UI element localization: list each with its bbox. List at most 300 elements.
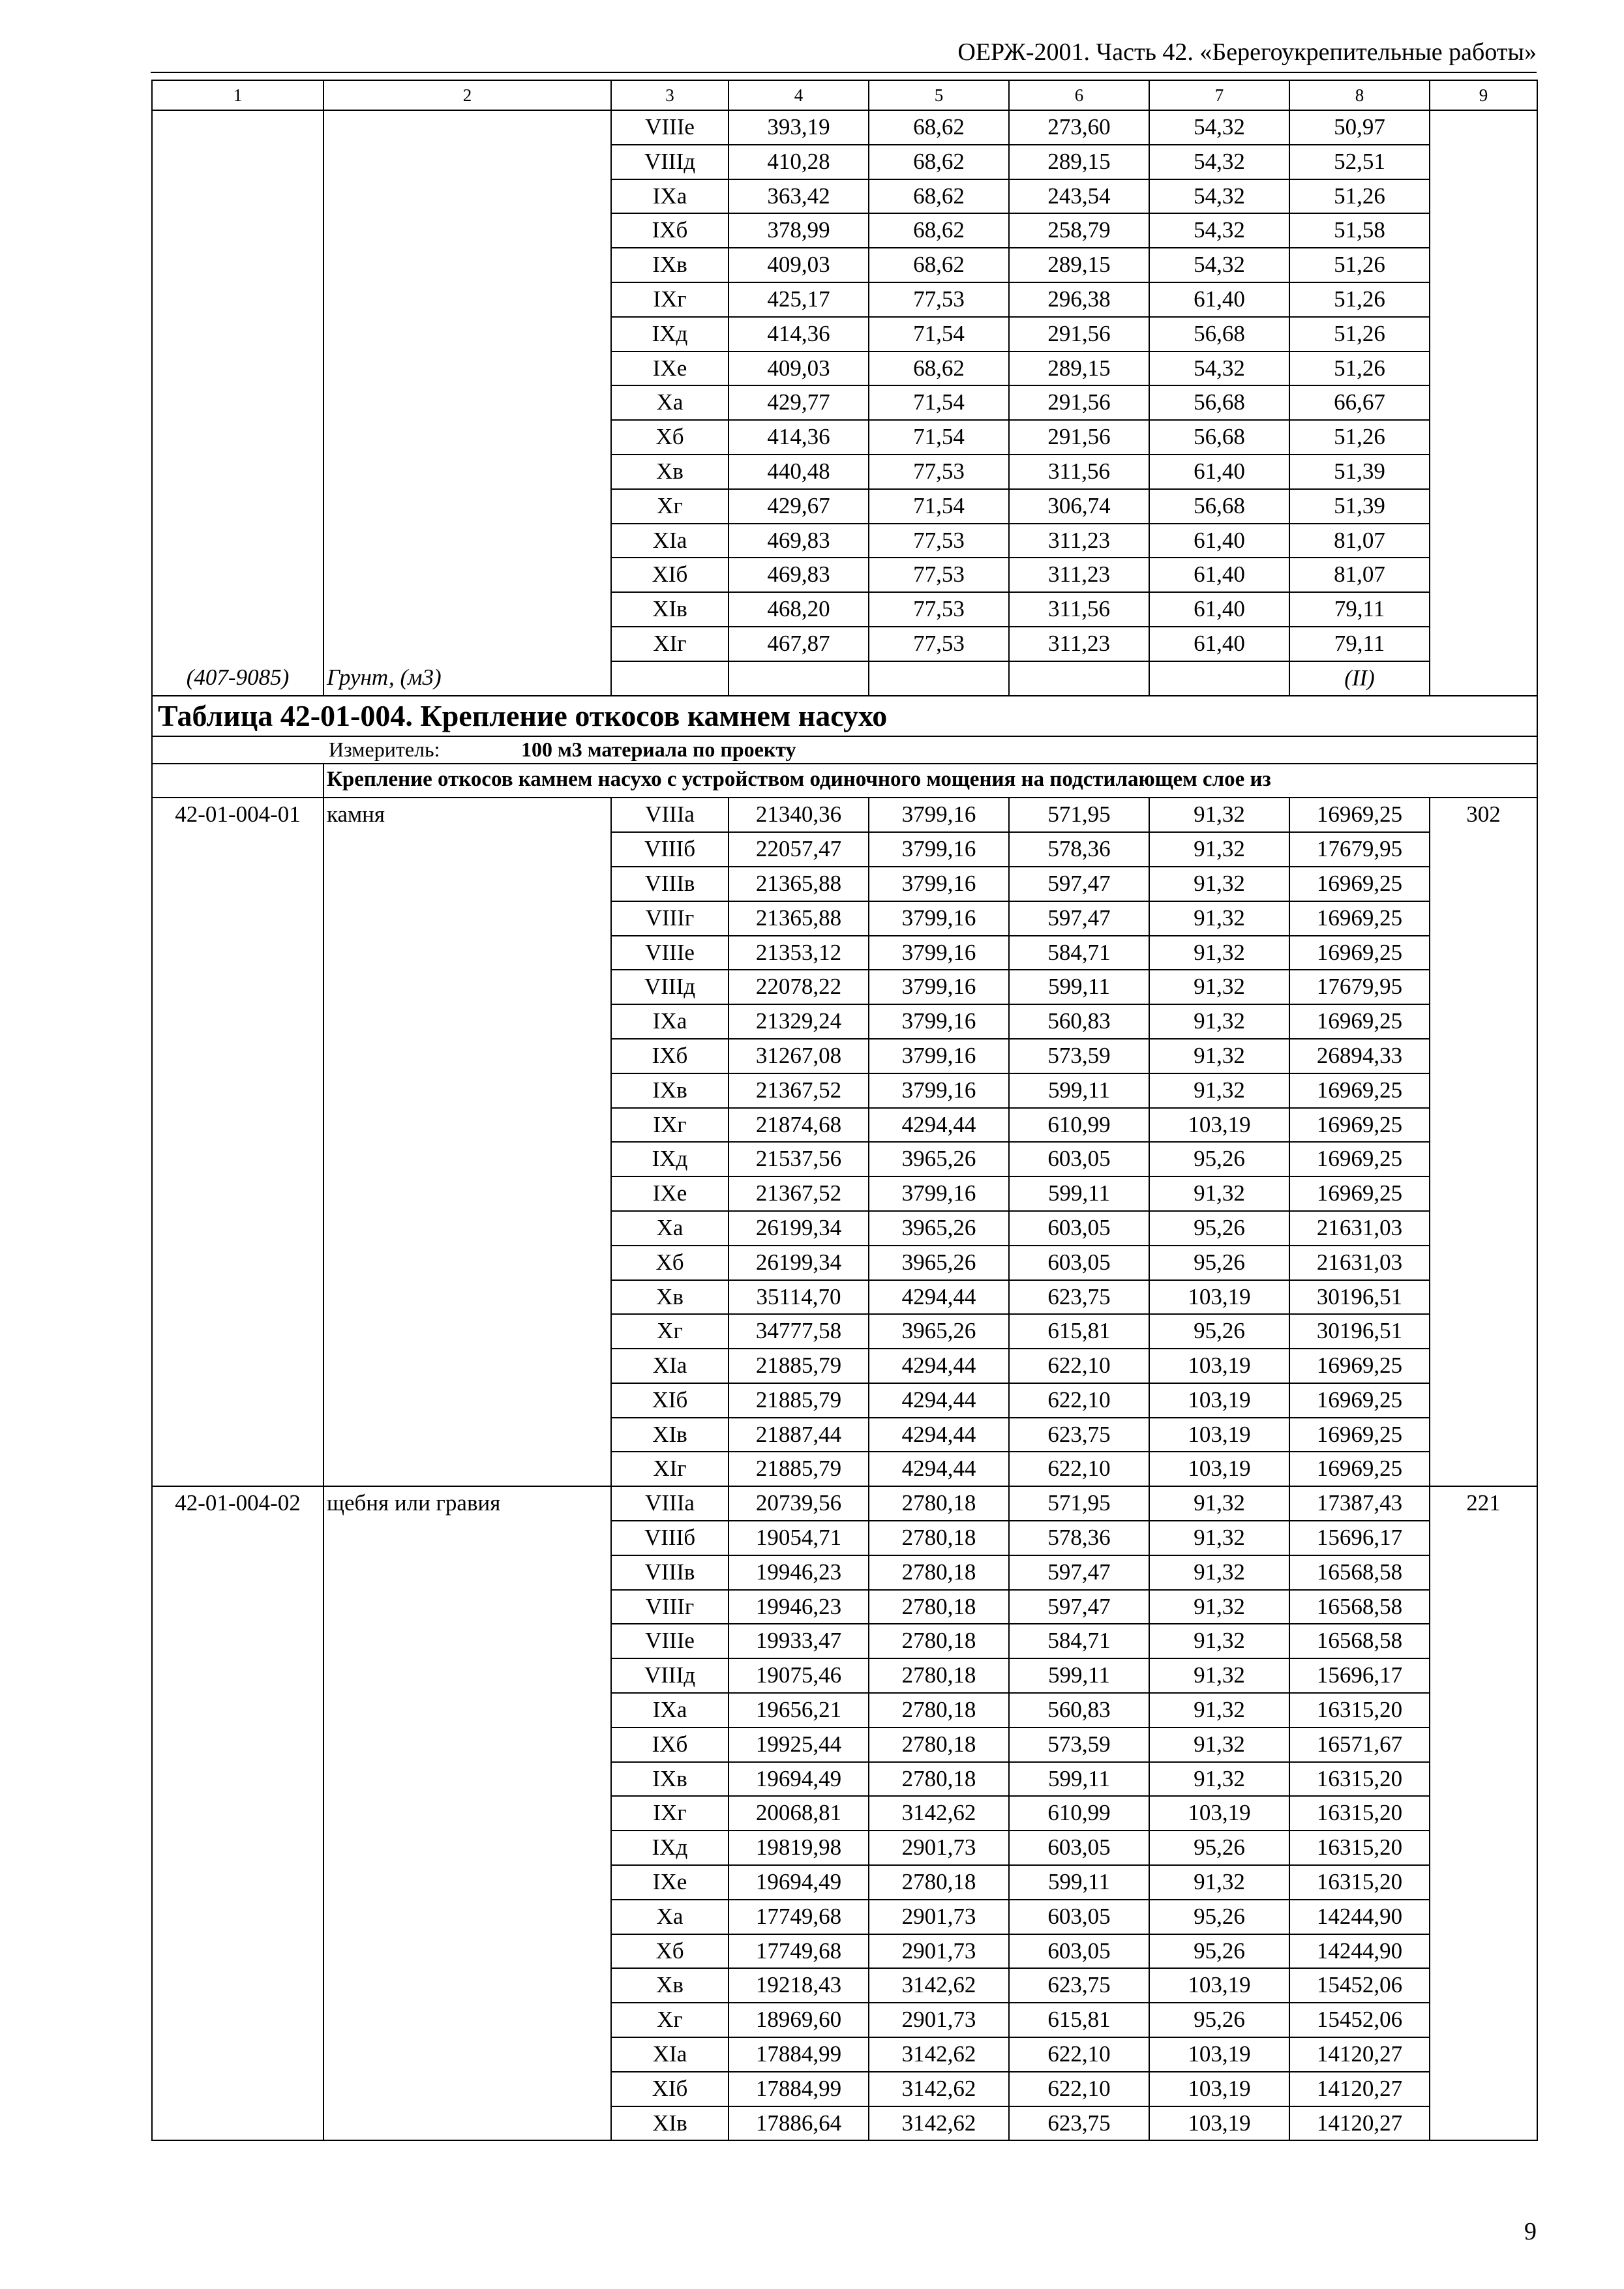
table-row <box>152 798 1537 832</box>
material-value: (II) <box>1289 661 1430 696</box>
value-cell: 71,54 <box>869 489 1009 524</box>
value-cell: 17886,64 <box>729 2106 869 2141</box>
zone-cell: VIIIе <box>611 936 729 970</box>
value-cell: 21885,79 <box>729 1383 869 1418</box>
zone-cell: IXа <box>611 1004 729 1039</box>
value-cell: 35114,70 <box>729 1280 869 1315</box>
value-cell: 51,26 <box>1289 282 1430 317</box>
zone-cell: Xб <box>611 1246 729 1280</box>
value-cell: 91,32 <box>1149 1521 1289 1555</box>
value-cell: 16969,25 <box>1289 1004 1430 1039</box>
value-cell: 91,32 <box>1149 867 1289 901</box>
zone-cell: VIIIг <box>611 901 729 936</box>
value-cell: 91,32 <box>1149 1693 1289 1728</box>
value-cell: 51,39 <box>1289 455 1430 489</box>
value-cell: 15452,06 <box>1289 1968 1430 2003</box>
value-cell: 610,99 <box>1009 1108 1149 1143</box>
value-cell: 615,81 <box>1009 2003 1149 2037</box>
value-cell: 291,56 <box>1009 385 1149 420</box>
value-cell: 103,19 <box>1149 1383 1289 1418</box>
value-cell: 71,54 <box>869 385 1009 420</box>
value-cell: 17884,99 <box>729 2072 869 2106</box>
value-cell: 61,40 <box>1149 524 1289 558</box>
value-cell: 68,62 <box>869 213 1009 248</box>
value-cell: 599,11 <box>1009 1073 1149 1108</box>
zone-cell: XIа <box>611 2037 729 2072</box>
zone-cell: IXб <box>611 1039 729 1073</box>
zone-cell: VIIIд <box>611 145 729 179</box>
section-code-empty <box>152 764 323 798</box>
value-cell: 95,26 <box>1149 1831 1289 1865</box>
value-cell: 19054,71 <box>729 1521 869 1555</box>
value-cell: 22078,22 <box>729 970 869 1004</box>
value-cell: 103,19 <box>1149 1968 1289 2003</box>
measure-label: Измеритель: <box>329 737 440 761</box>
value-cell: 610,99 <box>1009 1796 1149 1831</box>
value-cell: 603,05 <box>1009 1142 1149 1176</box>
value-cell: 15696,17 <box>1289 1658 1430 1693</box>
value-cell: 2780,18 <box>869 1728 1009 1762</box>
zone-cell: IXв <box>611 1073 729 1108</box>
value-cell: 54,32 <box>1149 145 1289 179</box>
value-cell: 61,40 <box>1149 627 1289 661</box>
value-cell: 77,53 <box>869 558 1009 592</box>
value-cell: 91,32 <box>1149 1073 1289 1108</box>
rates-table <box>151 80 1538 2141</box>
value-cell: 3799,16 <box>869 901 1009 936</box>
empty-cell <box>1149 661 1289 696</box>
value-cell: 56,68 <box>1149 489 1289 524</box>
value-cell: 378,99 <box>729 213 869 248</box>
zone-cell: VIIIе <box>611 110 729 145</box>
value-cell: 103,19 <box>1149 1108 1289 1143</box>
value-cell: 4294,44 <box>869 1349 1009 1383</box>
empty-cell <box>1009 661 1149 696</box>
value-cell: 54,32 <box>1149 248 1289 282</box>
rate-extra: 221 <box>1430 1486 1537 2140</box>
value-cell: 3799,16 <box>869 936 1009 970</box>
section-title-row <box>152 764 1537 798</box>
value-cell: 15452,06 <box>1289 2003 1430 2037</box>
zone-cell: XIб <box>611 1383 729 1418</box>
value-cell: 21887,44 <box>729 1418 869 1452</box>
value-cell: 3799,16 <box>869 1176 1009 1211</box>
zone-cell: XIв <box>611 2106 729 2141</box>
value-cell: 243,54 <box>1009 179 1149 214</box>
value-cell: 16969,25 <box>1289 1418 1430 1452</box>
measure-value: 100 м3 материала по проекту <box>521 737 796 761</box>
value-cell: 71,54 <box>869 317 1009 352</box>
value-cell: 21367,52 <box>729 1073 869 1108</box>
zone-cell: VIIIа <box>611 798 729 832</box>
column-header: 2 <box>323 80 611 110</box>
value-cell: 19819,98 <box>729 1831 869 1865</box>
value-cell: 578,36 <box>1009 1521 1149 1555</box>
value-cell: 273,60 <box>1009 110 1149 145</box>
value-cell: 51,26 <box>1289 352 1430 386</box>
value-cell: 622,10 <box>1009 2072 1149 2106</box>
zone-cell: VIIIа <box>611 1486 729 1521</box>
value-cell: 54,32 <box>1149 179 1289 214</box>
zone-cell: Xв <box>611 455 729 489</box>
value-cell: 4294,44 <box>869 1280 1009 1315</box>
value-cell: 573,59 <box>1009 1728 1149 1762</box>
value-cell: 571,95 <box>1009 1486 1149 1521</box>
table-title: Таблица 42-01-004. Крепление откосов камнем насухо <box>152 696 1537 736</box>
value-cell: 19946,23 <box>729 1555 869 1590</box>
zone-cell: IXг <box>611 1108 729 1143</box>
value-cell: 14244,90 <box>1289 1934 1430 1969</box>
value-cell: 81,07 <box>1289 558 1430 592</box>
value-cell: 68,62 <box>869 248 1009 282</box>
value-cell: 2901,73 <box>869 1831 1009 1865</box>
zone-cell: XIг <box>611 1452 729 1486</box>
value-cell: 91,32 <box>1149 1039 1289 1073</box>
value-cell: 68,62 <box>869 179 1009 214</box>
value-cell: 296,38 <box>1009 282 1149 317</box>
value-cell: 103,19 <box>1149 2037 1289 2072</box>
value-cell: 3799,16 <box>869 1039 1009 1073</box>
empty-cell <box>869 661 1009 696</box>
value-cell: 21874,68 <box>729 1108 869 1143</box>
value-cell: 61,40 <box>1149 558 1289 592</box>
zone-cell: VIIIг <box>611 1590 729 1624</box>
value-cell: 103,19 <box>1149 1796 1289 1831</box>
value-cell: 3142,62 <box>869 2072 1009 2106</box>
value-cell: 91,32 <box>1149 832 1289 867</box>
value-cell: 623,75 <box>1009 2106 1149 2141</box>
value-cell: 440,48 <box>729 455 869 489</box>
value-cell: 3799,16 <box>869 1004 1009 1039</box>
value-cell: 14120,27 <box>1289 2106 1430 2141</box>
zone-cell: VIIIд <box>611 1658 729 1693</box>
value-cell: 584,71 <box>1009 1624 1149 1658</box>
value-cell: 61,40 <box>1149 455 1289 489</box>
empty-cell <box>729 661 869 696</box>
value-cell: 469,83 <box>729 524 869 558</box>
value-cell: 19075,46 <box>729 1658 869 1693</box>
value-cell: 16969,25 <box>1289 1142 1430 1176</box>
value-cell: 3799,16 <box>869 798 1009 832</box>
value-cell: 16315,20 <box>1289 1762 1430 1797</box>
value-cell: 16571,67 <box>1289 1728 1430 1762</box>
value-cell: 291,56 <box>1009 420 1149 455</box>
zone-cell: IXв <box>611 248 729 282</box>
value-cell: 95,26 <box>1149 1900 1289 1934</box>
value-cell: 91,32 <box>1149 1865 1289 1900</box>
value-cell: 2901,73 <box>869 1934 1009 1969</box>
value-cell: 91,32 <box>1149 798 1289 832</box>
value-cell: 21365,88 <box>729 901 869 936</box>
value-cell: 20068,81 <box>729 1796 869 1831</box>
zone-cell: VIIIб <box>611 1521 729 1555</box>
value-cell: 603,05 <box>1009 1900 1149 1934</box>
column-header: 1 <box>152 80 323 110</box>
rate-code: 42-01-004-01 <box>152 798 323 1486</box>
value-cell: 91,32 <box>1149 1728 1289 1762</box>
zone-cell: XIа <box>611 1349 729 1383</box>
value-cell: 467,87 <box>729 627 869 661</box>
value-cell: 21631,03 <box>1289 1246 1430 1280</box>
value-cell: 95,26 <box>1149 1314 1289 1349</box>
value-cell: 3799,16 <box>869 970 1009 1004</box>
value-cell: 61,40 <box>1149 592 1289 627</box>
value-cell: 560,83 <box>1009 1004 1149 1039</box>
value-cell: 289,15 <box>1009 352 1149 386</box>
value-cell: 468,20 <box>729 592 869 627</box>
extra-cell-empty <box>1430 110 1537 696</box>
zone-cell: IXд <box>611 1831 729 1865</box>
value-cell: 16969,25 <box>1289 901 1430 936</box>
zone-cell: Xг <box>611 1314 729 1349</box>
value-cell: 311,23 <box>1009 558 1149 592</box>
value-cell: 51,58 <box>1289 213 1430 248</box>
value-cell: 599,11 <box>1009 1176 1149 1211</box>
value-cell: 56,68 <box>1149 317 1289 352</box>
value-cell: 623,75 <box>1009 1418 1149 1452</box>
value-cell: 311,56 <box>1009 592 1149 627</box>
value-cell: 2780,18 <box>869 1693 1009 1728</box>
zone-cell: Xа <box>611 1211 729 1246</box>
table-row <box>152 1486 1537 1521</box>
value-cell: 22057,47 <box>729 832 869 867</box>
value-cell: 54,32 <box>1149 352 1289 386</box>
value-cell: 103,19 <box>1149 1452 1289 1486</box>
column-header: 8 <box>1289 80 1430 110</box>
column-header: 9 <box>1430 80 1537 110</box>
zone-cell: IXа <box>611 179 729 214</box>
header-rule <box>151 72 1537 73</box>
value-cell: 61,40 <box>1149 282 1289 317</box>
value-cell: 573,59 <box>1009 1039 1149 1073</box>
value-cell: 3799,16 <box>869 1073 1009 1108</box>
value-cell: 20739,56 <box>729 1486 869 1521</box>
value-cell: 66,67 <box>1289 385 1430 420</box>
value-cell: 578,36 <box>1009 832 1149 867</box>
value-cell: 615,81 <box>1009 1314 1149 1349</box>
value-cell: 18969,60 <box>729 2003 869 2037</box>
value-cell: 599,11 <box>1009 1762 1149 1797</box>
value-cell: 91,32 <box>1149 1555 1289 1590</box>
value-cell: 16315,20 <box>1289 1796 1430 1831</box>
value-cell: 3965,26 <box>869 1246 1009 1280</box>
value-cell: 51,26 <box>1289 420 1430 455</box>
value-cell: 50,97 <box>1289 110 1430 145</box>
value-cell: 603,05 <box>1009 1934 1149 1969</box>
zone-cell: Xг <box>611 2003 729 2037</box>
value-cell: 17749,68 <box>729 1934 869 1969</box>
measure-cell <box>152 736 1537 764</box>
value-cell: 81,07 <box>1289 524 1430 558</box>
zone-cell: IXб <box>611 213 729 248</box>
value-cell: 16969,25 <box>1289 1176 1430 1211</box>
value-cell: 16315,20 <box>1289 1693 1430 1728</box>
value-cell: 2780,18 <box>869 1486 1009 1521</box>
zone-cell: IXд <box>611 317 729 352</box>
value-cell: 17679,95 <box>1289 970 1430 1004</box>
zone-cell: Xа <box>611 385 729 420</box>
value-cell: 77,53 <box>869 627 1009 661</box>
value-cell: 21885,79 <box>729 1349 869 1383</box>
value-cell: 91,32 <box>1149 936 1289 970</box>
value-cell: 311,56 <box>1009 455 1149 489</box>
value-cell: 16969,25 <box>1289 798 1430 832</box>
value-cell: 3799,16 <box>869 867 1009 901</box>
value-cell: 16969,25 <box>1289 1349 1430 1383</box>
rate-name: камня <box>323 798 611 1486</box>
value-cell: 19694,49 <box>729 1865 869 1900</box>
zone-cell: IXе <box>611 352 729 386</box>
value-cell: 3142,62 <box>869 2106 1009 2141</box>
value-cell: 3142,62 <box>869 1968 1009 2003</box>
column-header: 4 <box>729 80 869 110</box>
value-cell: 51,39 <box>1289 489 1430 524</box>
value-cell: 597,47 <box>1009 1590 1149 1624</box>
value-cell: 95,26 <box>1149 1211 1289 1246</box>
value-cell: 311,23 <box>1009 524 1149 558</box>
value-cell: 599,11 <box>1009 970 1149 1004</box>
value-cell: 622,10 <box>1009 1349 1149 1383</box>
value-cell: 622,10 <box>1009 2037 1149 2072</box>
zone-cell: VIIIв <box>611 867 729 901</box>
value-cell: 56,68 <box>1149 420 1289 455</box>
value-cell: 3142,62 <box>869 2037 1009 2072</box>
value-cell: 622,10 <box>1009 1452 1149 1486</box>
value-cell: 103,19 <box>1149 1280 1289 1315</box>
value-cell: 599,11 <box>1009 1658 1149 1693</box>
zone-cell: XIа <box>611 524 729 558</box>
value-cell: 429,77 <box>729 385 869 420</box>
value-cell: 26199,34 <box>729 1246 869 1280</box>
value-cell: 410,28 <box>729 145 869 179</box>
value-cell: 95,26 <box>1149 1142 1289 1176</box>
value-cell: 19946,23 <box>729 1590 869 1624</box>
value-cell: 16969,25 <box>1289 936 1430 970</box>
value-cell: 3965,26 <box>869 1211 1009 1246</box>
value-cell: 623,75 <box>1009 1968 1149 2003</box>
value-cell: 21365,88 <box>729 867 869 901</box>
value-cell: 2780,18 <box>869 1624 1009 1658</box>
column-header: 3 <box>611 80 729 110</box>
code-cell-empty <box>152 110 323 661</box>
value-cell: 291,56 <box>1009 317 1149 352</box>
zone-cell: XIб <box>611 2072 729 2106</box>
zone-cell: IXб <box>611 1728 729 1762</box>
value-cell: 289,15 <box>1009 248 1149 282</box>
value-cell: 2780,18 <box>869 1865 1009 1900</box>
value-cell: 103,19 <box>1149 2072 1289 2106</box>
value-cell: 409,03 <box>729 248 869 282</box>
value-cell: 95,26 <box>1149 1934 1289 1969</box>
value-cell: 16315,20 <box>1289 1831 1430 1865</box>
value-cell: 91,32 <box>1149 1004 1289 1039</box>
zone-cell: IXе <box>611 1865 729 1900</box>
value-cell: 429,67 <box>729 489 869 524</box>
value-cell: 3965,26 <box>869 1314 1009 1349</box>
value-cell: 54,32 <box>1149 213 1289 248</box>
value-cell: 16568,58 <box>1289 1590 1430 1624</box>
value-cell: 2780,18 <box>869 1521 1009 1555</box>
value-cell: 17749,68 <box>729 1900 869 1934</box>
value-cell: 16568,58 <box>1289 1624 1430 1658</box>
value-cell: 91,32 <box>1149 1762 1289 1797</box>
value-cell: 91,32 <box>1149 1590 1289 1624</box>
section-title: Крепление откосов камнем насухо с устройством одиночного мощения на подстилающем слое из <box>323 764 1537 798</box>
zone-cell: VIIIд <box>611 970 729 1004</box>
value-cell: 16969,25 <box>1289 1073 1430 1108</box>
zone-cell: IXа <box>611 1693 729 1728</box>
zone-cell: XIг <box>611 627 729 661</box>
zone-cell: XIв <box>611 1418 729 1452</box>
value-cell: 393,19 <box>729 110 869 145</box>
value-cell: 2901,73 <box>869 2003 1009 2037</box>
rate-code: 42-01-004-02 <box>152 1486 323 2140</box>
value-cell: 91,32 <box>1149 1176 1289 1211</box>
value-cell: 77,53 <box>869 282 1009 317</box>
value-cell: 91,32 <box>1149 1624 1289 1658</box>
zone-cell: IXв <box>611 1762 729 1797</box>
value-cell: 16315,20 <box>1289 1865 1430 1900</box>
zone-cell: Xв <box>611 1280 729 1315</box>
zone-cell: Xа <box>611 1900 729 1934</box>
zone-cell: Xг <box>611 489 729 524</box>
value-cell: 16568,58 <box>1289 1555 1430 1590</box>
value-cell: 30196,51 <box>1289 1314 1430 1349</box>
value-cell: 14120,27 <box>1289 2037 1430 2072</box>
column-header: 5 <box>869 80 1009 110</box>
value-cell: 409,03 <box>729 352 869 386</box>
value-cell: 15696,17 <box>1289 1521 1430 1555</box>
value-cell: 14120,27 <box>1289 2072 1430 2106</box>
measure-row <box>152 736 1537 764</box>
value-cell: 4294,44 <box>869 1418 1009 1452</box>
value-cell: 306,74 <box>1009 489 1149 524</box>
value-cell: 17679,95 <box>1289 832 1430 867</box>
value-cell: 3799,16 <box>869 832 1009 867</box>
value-cell: 51,26 <box>1289 179 1430 214</box>
value-cell: 103,19 <box>1149 2106 1289 2141</box>
value-cell: 19925,44 <box>729 1728 869 1762</box>
value-cell: 2780,18 <box>869 1762 1009 1797</box>
value-cell: 91,32 <box>1149 1486 1289 1521</box>
value-cell: 68,62 <box>869 110 1009 145</box>
zone-cell: IXд <box>611 1142 729 1176</box>
zone-cell: VIIIе <box>611 1624 729 1658</box>
value-cell: 414,36 <box>729 420 869 455</box>
value-cell: 68,62 <box>869 352 1009 386</box>
value-cell: 14244,90 <box>1289 1900 1430 1934</box>
value-cell: 19656,21 <box>729 1693 869 1728</box>
page-header: ОЕРЖ-2001. Часть 42. «Берегоукрепительные работы» <box>957 38 1537 66</box>
value-cell: 4294,44 <box>869 1108 1009 1143</box>
value-cell: 21329,24 <box>729 1004 869 1039</box>
column-header: 7 <box>1149 80 1289 110</box>
value-cell: 2780,18 <box>869 1590 1009 1624</box>
zone-cell: IXг <box>611 1796 729 1831</box>
value-cell: 258,79 <box>1009 213 1149 248</box>
zone-cell: IXе <box>611 1176 729 1211</box>
value-cell: 623,75 <box>1009 1280 1149 1315</box>
value-cell: 30196,51 <box>1289 1280 1430 1315</box>
name-cell-empty <box>323 110 611 661</box>
zone-cell: Xб <box>611 1934 729 1969</box>
page-number: 9 <box>1524 2218 1537 2245</box>
value-cell: 21885,79 <box>729 1452 869 1486</box>
value-cell: 77,53 <box>869 455 1009 489</box>
zone-cell: IXг <box>611 282 729 317</box>
value-cell: 289,15 <box>1009 145 1149 179</box>
material-name: Грунт, (м3) <box>323 661 611 696</box>
